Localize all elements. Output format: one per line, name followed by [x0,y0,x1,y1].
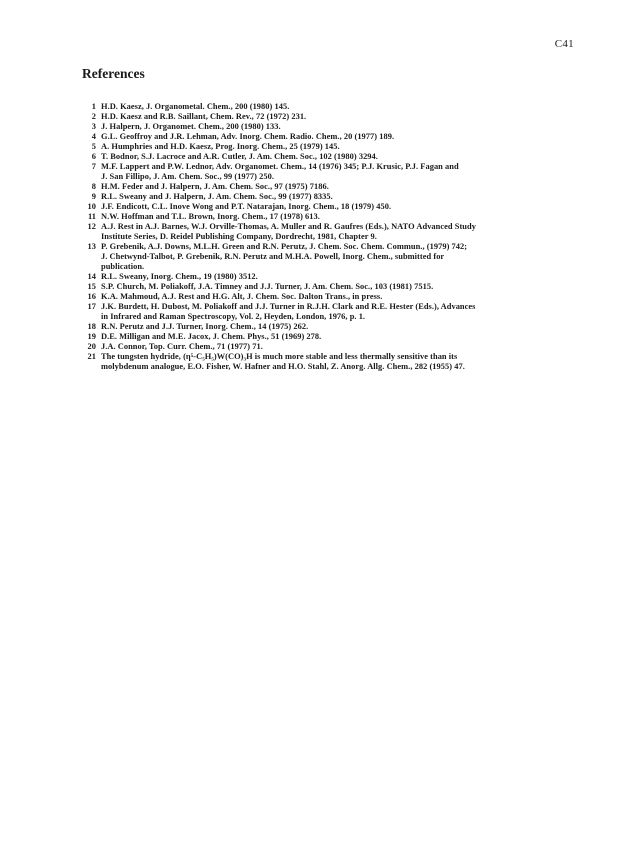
reference-item [82,132,582,142]
reference-number: 17 [87,302,96,311]
reference-number: 4 [91,132,96,141]
reference-item [82,142,582,152]
reference-item [82,152,582,162]
reference-text: J. Halpern, J. Organomet. Chem., 200 (1980) 133. [101,122,281,131]
reference-number: 3 [91,122,96,131]
reference-item [82,352,582,372]
reference-number: 1 [91,102,96,111]
reference-item [82,112,582,122]
reference-number: 9 [91,192,96,201]
reference-item [82,242,582,272]
reference-text: D.E. Milligan and M.E. Jacox, J. Chem. Phys., 51 (1969) 278. [101,332,322,341]
reference-text: M.F. Lappert and P.W. Lednor, Adv. Organomet. Chem., 14 (1976) 345; P.J. Krusic, P.J. Fagan and J. San Fillipo, J. Am. Chem. Soc., 99 (1977) 250. [101,162,459,181]
reference-number: 16 [87,292,96,301]
reference-item [82,192,582,202]
reference-text: A. Humphries and H.D. Kaesz, Prog. Inorg. Chem., 25 (1979) 145. [101,142,340,151]
reference-text: T. Bodnor, S.J. Lacroce and A.R. Cutler, J. Am. Chem. Soc., 102 (1980) 3294. [101,152,378,161]
reference-item [82,202,582,212]
reference-item [82,122,582,132]
reference-item [82,182,582,192]
reference-number: 21 [87,352,96,361]
reference-item [82,332,582,342]
reference-text: J.F. Endicott, C.L. Inove Wong and P.T. Natarajan, Inorg. Chem., 18 (1979) 450. [101,202,392,211]
reference-number: 2 [91,112,96,121]
reference-number: 18 [87,322,96,331]
reference-number: 11 [87,212,96,221]
reference-text: S.P. Church, M. Poliakoff, J.A. Timney and J.J. Turner, J. Am. Chem. Soc., 103 (1981) 7515. [101,282,434,291]
reference-text: A.J. Rest in A.J. Barnes, W.J. Orville-Thomas, A. Muller and R. Gaufres (Eds.), NATO Advanced Study Institute Series, D. Reidel Publishing Company, Dordrecht, 1981, Chapter 9. [101,222,476,241]
reference-number: 8 [91,182,96,191]
reference-text: R.L. Sweany, Inorg. Chem., 19 (1980) 3512. [101,272,258,281]
reference-item [82,342,582,352]
reference-text: G.L. Geoffroy and J.R. Lehman, Adv. Inorg. Chem. Radio. Chem., 20 (1977) 189. [101,132,395,141]
references-list [82,102,582,372]
reference-number: 10 [87,202,96,211]
reference-item [82,272,582,282]
reference-number: 15 [87,282,96,291]
reference-item [82,302,582,322]
reference-text: H.D. Kaesz and R.B. Saillant, Chem. Rev., 72 (1972) 231. [101,112,307,121]
reference-text: J.K. Burdett, H. Dubost, M. Poliakoff and J.J. Turner in R.J.H. Clark and R.E. Hester (Eds.), Advances in Infrared and Raman Spectroscopy, Vol. 2, Heyden, London, 1976, p. 1. [101,302,476,321]
reference-number: 5 [91,142,96,151]
reference-number: 14 [87,272,96,281]
reference-text: The tungsten hydride, (η⁵-C₅H₅)W(CO)₃H is much more stable and less thermally sensitive than its molybdenum analogue, E.O. Fisher, W. Hafner and H.O. Stahl, Z. Anorg. Allg. Chem., 282 (1955) 47. [101,352,465,371]
reference-text: N.W. Hoffman and T.L. Brown, Inorg. Chem., 17 (1978) 613. [101,212,320,221]
references-heading: References [82,66,145,81]
reference-text: K.A. Mahmoud, A.J. Rest and H.G. Alt, J. Chem. Soc. Dalton Trans., in press. [101,292,383,301]
reference-text: H.D. Kaesz, J. Organometal. Chem., 200 (1980) 145. [101,102,290,111]
reference-text: H.M. Feder and J. Halpern, J. Am. Chem. Soc., 97 (1975) 7186. [101,182,329,191]
reference-number: 13 [87,242,96,251]
reference-text: P. Grebenik, A.J. Downs, M.L.H. Green and R.N. Perutz, J. Chem. Soc. Chem. Commun., (1979) 742; J. Chetwynd-Talbot, P. Grebenik, R.N. Perutz and M.H.A. Powell, Inorg. Chem., submitted for publication. [101,242,468,271]
reference-item [82,282,582,292]
reference-number: 12 [87,222,96,231]
reference-item [82,292,582,302]
page-number: C41 [554,38,574,50]
reference-number: 6 [91,152,96,161]
reference-item [82,162,582,182]
reference-item [82,222,582,242]
reference-item [82,322,582,332]
reference-item [82,102,582,112]
reference-number: 20 [87,342,96,351]
reference-number: 7 [91,162,96,171]
reference-text: R.N. Perutz and J.J. Turner, Inorg. Chem., 14 (1975) 262. [101,322,309,331]
reference-text: R.L. Sweany and J. Halpern, J. Am. Chem. Soc., 99 (1977) 8335. [101,192,333,201]
reference-item [82,212,582,222]
reference-number: 19 [87,332,96,341]
reference-text: J.A. Connor, Top. Curr. Chem., 71 (1977) 71. [101,342,263,351]
